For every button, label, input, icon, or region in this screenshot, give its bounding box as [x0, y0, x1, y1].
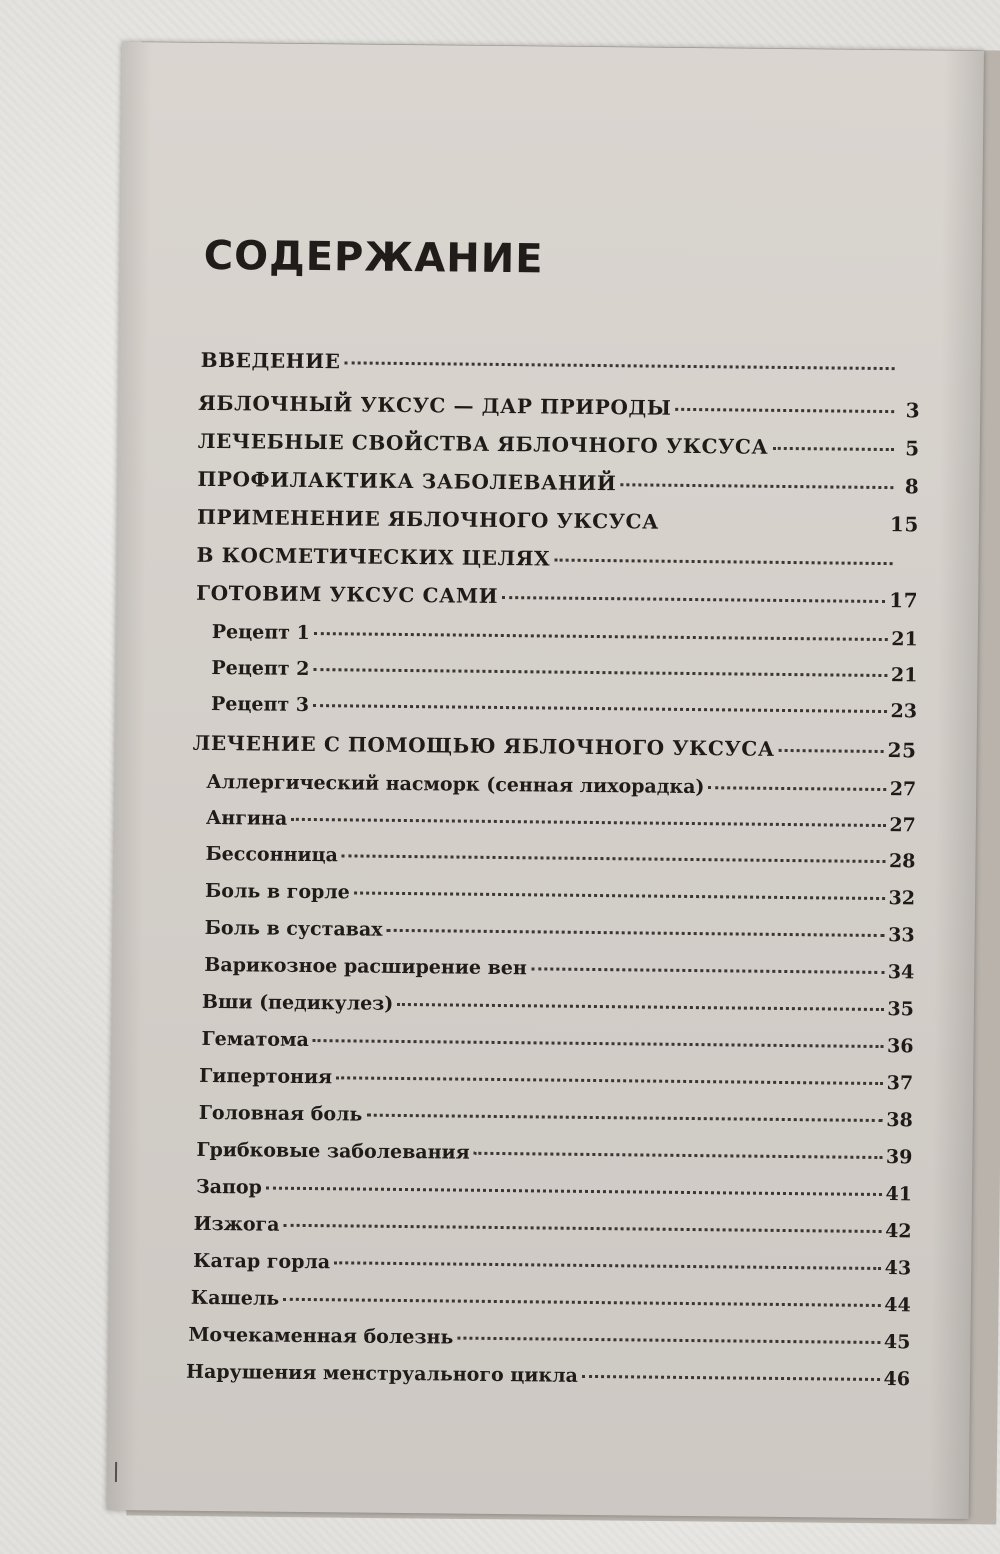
- toc-entry-label: В КОСМЕТИЧЕСКИХ ЦЕЛЯХ: [196, 542, 551, 571]
- dot-leader: [283, 1298, 880, 1307]
- table-of-contents: [107, 42, 984, 1519]
- toc-entry: [201, 348, 921, 380]
- toc-entry-label: ЛЕЧЕБНЫЕ СВОЙСТВА ЯБЛОЧНОГО УКСУСА: [197, 428, 769, 459]
- toc-entry-page: 38: [886, 1109, 913, 1132]
- toc-entry-label: Изжога: [193, 1212, 280, 1236]
- toc-entry-label: Рецепт 1: [211, 620, 310, 644]
- toc-entry-page: 3: [905, 398, 921, 423]
- toc-entry-label: Ангина: [205, 806, 288, 830]
- toc-entry: [206, 771, 916, 800]
- toc-entry: [199, 1102, 913, 1131]
- toc-entry-page: 41: [885, 1183, 913, 1206]
- toc-entry-label: ПРИМЕНЕНИЕ ЯБЛОЧНОГО УКСУСА: [196, 504, 660, 534]
- toc-entry: [198, 391, 920, 423]
- dot-leader: [397, 1003, 883, 1011]
- toc-entry-page: 17: [889, 588, 919, 613]
- dot-leader: [313, 1039, 883, 1048]
- dot-leader: [457, 1337, 880, 1344]
- toc-entry-page: 39: [885, 1146, 913, 1169]
- toc-entry-label: ЯБЛОЧНЫЙ УКСУС — ДАР ПРИРОДЫ: [198, 390, 672, 420]
- dot-leader: [772, 447, 893, 451]
- dot-leader: [554, 559, 892, 566]
- book-page: [107, 42, 984, 1519]
- dot-leader: [283, 1224, 881, 1233]
- page-edge-mark: [115, 1462, 117, 1482]
- toc-entry: [199, 1065, 913, 1094]
- dot-leader: [708, 786, 885, 791]
- toc-entry-page: 35: [887, 998, 915, 1021]
- toc-entry-page: 28: [888, 850, 916, 873]
- toc-entry-page: 46: [883, 1368, 911, 1391]
- toc-entry-label: Грибковые заболевания: [196, 1138, 470, 1164]
- dot-leader: [502, 596, 885, 603]
- toc-entry: [201, 1028, 913, 1057]
- toc-entry-page: 21: [891, 628, 918, 651]
- toc-entry: [193, 731, 917, 763]
- dot-leader: [620, 483, 893, 489]
- toc-entry: [186, 1361, 910, 1391]
- toc-entry-label: Гематома: [201, 1027, 309, 1052]
- toc-entry-label: Боль в суставах: [204, 916, 383, 941]
- toc-entry: [194, 1213, 912, 1243]
- toc-entry: [196, 581, 918, 613]
- toc-entry-label: Вши (педикулез): [201, 990, 394, 1015]
- toc-entry-label: ВВЕДЕНИЕ: [200, 347, 341, 374]
- toc-entry-label: Бессонница: [205, 842, 339, 867]
- toc-entry: [196, 1139, 912, 1168]
- toc-entry-page: 42: [885, 1220, 912, 1243]
- toc-entry: [191, 1287, 911, 1317]
- toc-entry-page: 45: [883, 1331, 911, 1354]
- toc-entry-label: Нарушения менструального цикла: [185, 1360, 579, 1387]
- toc-entry-label: Аллергический насморк (сенная лихорадка): [206, 770, 705, 799]
- toc-entry: [212, 621, 918, 650]
- toc-entry-label: ЛЕЧЕНИЕ С ПОМОЩЬЮ ЯБЛОЧНОГО УКСУСА: [192, 730, 775, 761]
- toc-entry: [197, 505, 919, 537]
- toc-entry-page: 25: [887, 738, 917, 763]
- toc-entry: [197, 467, 919, 499]
- toc-entry: [205, 917, 915, 946]
- toc-entry-page: 33: [888, 924, 915, 947]
- toc-entry-page: 34: [887, 961, 915, 984]
- toc-entry-label: Гипертония: [199, 1064, 333, 1089]
- dot-leader: [266, 1187, 882, 1196]
- toc-entry-page: 37: [886, 1072, 914, 1095]
- toc-entry-label: Катар горла: [193, 1249, 331, 1274]
- dot-leader: [675, 408, 894, 413]
- toc-entry-label: Рецепт 3: [210, 692, 310, 716]
- dot-leader: [387, 929, 885, 937]
- toc-entry: [205, 880, 915, 909]
- dot-leader: [779, 749, 884, 753]
- toc-entry-page: 5: [905, 436, 920, 461]
- toc-entry: [202, 991, 914, 1020]
- toc-entry-page: 23: [890, 700, 918, 723]
- toc-entry-page: 44: [884, 1294, 911, 1317]
- dot-leader: [345, 361, 895, 370]
- toc-entry-label: Мочекаменная болезнь: [188, 1323, 454, 1349]
- toc-entry: [206, 807, 916, 836]
- toc-entry-page: 15: [889, 512, 920, 537]
- toc-entry-page: 27: [889, 814, 916, 837]
- toc-entry-label: Рецепт 2: [211, 656, 310, 680]
- dot-leader: [474, 1152, 882, 1159]
- dot-leader: [334, 1261, 881, 1270]
- toc-entry-label: Запор: [195, 1175, 263, 1199]
- toc-entry-label: Варикозное расширение вен: [204, 953, 527, 980]
- dot-leader: [531, 967, 884, 974]
- toc-entry: [196, 1176, 912, 1205]
- toc-entry: [197, 543, 919, 575]
- toc-entry-page: 21: [890, 664, 918, 687]
- toc-entry: [188, 1324, 910, 1354]
- dot-leader: [313, 668, 887, 677]
- toc-entry: [198, 429, 920, 461]
- toc-entry: [204, 954, 914, 983]
- toc-entry-label: Кашель: [190, 1286, 280, 1310]
- toc-entry-label: ГОТОВИМ УКСУС САМИ: [196, 580, 499, 608]
- toc-entry-page: 43: [884, 1257, 912, 1280]
- dot-leader: [314, 632, 888, 641]
- toc-entry-label: Головная боль: [198, 1101, 363, 1126]
- toc-entry-label: Боль в горле: [204, 879, 350, 904]
- toc-entry-page: 8: [904, 474, 920, 499]
- page-title: СОДЕРЖАНИЕ: [203, 232, 544, 283]
- toc-entry-page: 27: [889, 778, 917, 801]
- toc-entry: [205, 843, 915, 872]
- toc-entry-page: 32: [888, 887, 916, 910]
- toc-entry-label: ПРОФИЛАКТИКА ЗАБОЛЕВАНИЙ: [197, 466, 617, 496]
- dot-leader: [354, 891, 885, 900]
- dot-leader: [582, 1375, 880, 1381]
- toc-entry: [211, 657, 917, 686]
- toc-entry-page: 36: [886, 1035, 914, 1058]
- dot-leader: [366, 1114, 882, 1122]
- dot-leader: [313, 704, 887, 713]
- dot-leader: [291, 818, 885, 827]
- dot-leader: [342, 854, 885, 863]
- dot-leader: [336, 1076, 883, 1085]
- toc-entry: [193, 1250, 911, 1280]
- toc-entry: [211, 693, 917, 722]
